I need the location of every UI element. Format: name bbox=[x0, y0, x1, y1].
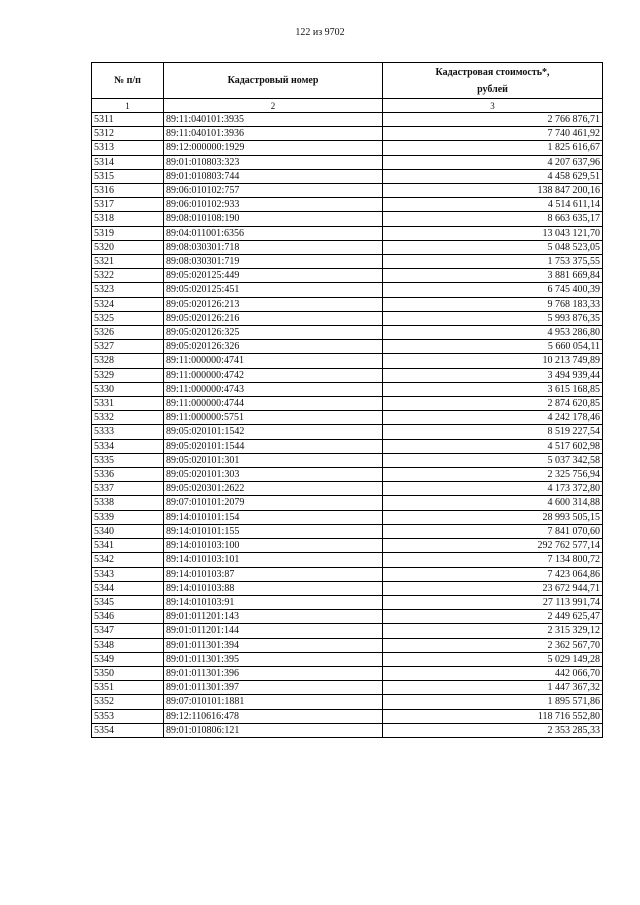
cadastral-number-cell: 89:11:000000:4742 bbox=[164, 368, 383, 382]
table-row bbox=[92, 510, 603, 524]
table-row bbox=[92, 141, 603, 155]
cadastral-value-cell: 9 768 183,33 bbox=[383, 297, 603, 311]
table-row bbox=[92, 595, 603, 609]
cadastral-value-cell: 2 766 876,71 bbox=[383, 113, 603, 127]
row-number-cell: 5342 bbox=[92, 553, 164, 567]
cadastral-number-cell: 89:11:000000:5751 bbox=[164, 411, 383, 425]
cadastral-value-cell: 3 881 669,84 bbox=[383, 269, 603, 283]
cadastral-table bbox=[91, 62, 603, 738]
cadastral-number-cell: 89:05:020101:1544 bbox=[164, 439, 383, 453]
cadastral-value-cell: 27 113 991,74 bbox=[383, 595, 603, 609]
row-number-cell: 5311 bbox=[92, 113, 164, 127]
row-number-cell: 5324 bbox=[92, 297, 164, 311]
row-number-cell: 5351 bbox=[92, 681, 164, 695]
row-number-cell: 5320 bbox=[92, 240, 164, 254]
row-number-cell: 5339 bbox=[92, 510, 164, 524]
header-cadastral-value bbox=[383, 63, 603, 99]
row-number-cell: 5330 bbox=[92, 382, 164, 396]
cadastral-value-cell: 1 825 616,67 bbox=[383, 141, 603, 155]
row-number-cell: 5321 bbox=[92, 255, 164, 269]
cadastral-number-cell: 89:14:010103:100 bbox=[164, 539, 383, 553]
cadastral-number-cell: 89:11:000000:4743 bbox=[164, 382, 383, 396]
cadastral-value-cell: 10 213 749,89 bbox=[383, 354, 603, 368]
cadastral-value-cell: 1 895 571,86 bbox=[383, 695, 603, 709]
table-row bbox=[92, 297, 603, 311]
cadastral-value-cell: 118 716 552,80 bbox=[383, 709, 603, 723]
row-number-cell: 5319 bbox=[92, 226, 164, 240]
cadastral-number-cell: 89:14:010103:88 bbox=[164, 581, 383, 595]
table-row bbox=[92, 283, 603, 297]
row-number-cell: 5347 bbox=[92, 624, 164, 638]
row-number-cell: 5343 bbox=[92, 567, 164, 581]
table-row bbox=[92, 482, 603, 496]
table-row bbox=[92, 453, 603, 467]
table-row bbox=[92, 311, 603, 325]
table-row bbox=[92, 610, 603, 624]
table-row bbox=[92, 553, 603, 567]
row-number-cell: 5334 bbox=[92, 439, 164, 453]
cadastral-value-cell: 13 043 121,70 bbox=[383, 226, 603, 240]
cadastral-number-cell: 89:11:040101:3935 bbox=[164, 113, 383, 127]
row-number-cell: 5326 bbox=[92, 326, 164, 340]
cadastral-number-cell: 89:05:020101:1542 bbox=[164, 425, 383, 439]
cadastral-value-cell: 5 048 523,05 bbox=[383, 240, 603, 254]
row-number-cell: 5315 bbox=[92, 169, 164, 183]
table-row bbox=[92, 113, 603, 127]
table-row bbox=[92, 240, 603, 254]
cadastral-number-cell: 89:01:011301:397 bbox=[164, 681, 383, 695]
table-body bbox=[92, 113, 603, 738]
cadastral-value-cell: 1 753 375,55 bbox=[383, 255, 603, 269]
cadastral-number-cell: 89:07:010101:1881 bbox=[164, 695, 383, 709]
table-row bbox=[92, 155, 603, 169]
cadastral-number-cell: 89:04:011001:6356 bbox=[164, 226, 383, 240]
cadastral-value-cell: 3 494 939,44 bbox=[383, 368, 603, 382]
table-row bbox=[92, 695, 603, 709]
table-row bbox=[92, 652, 603, 666]
cadastral-number-cell: 89:14:010101:154 bbox=[164, 510, 383, 524]
table-row bbox=[92, 397, 603, 411]
table-header-row bbox=[92, 63, 603, 99]
row-number-cell: 5333 bbox=[92, 425, 164, 439]
cadastral-number-cell: 89:01:011301:395 bbox=[164, 652, 383, 666]
cadastral-number-cell: 89:01:011301:396 bbox=[164, 666, 383, 680]
row-number-cell: 5331 bbox=[92, 397, 164, 411]
cadastral-number-cell: 89:14:010103:87 bbox=[164, 567, 383, 581]
page-number-header: 122 из 9702 bbox=[295, 27, 345, 38]
cadastral-number-cell: 89:01:010803:323 bbox=[164, 155, 383, 169]
row-number-cell: 5316 bbox=[92, 184, 164, 198]
table-row bbox=[92, 184, 603, 198]
row-number-cell: 5317 bbox=[92, 198, 164, 212]
cadastral-number-cell: 89:07:010101:2079 bbox=[164, 496, 383, 510]
cadastral-value-cell: 28 993 505,15 bbox=[383, 510, 603, 524]
cadastral-value-cell: 4 953 286,80 bbox=[383, 326, 603, 340]
cadastral-value-cell: 2 874 620,85 bbox=[383, 397, 603, 411]
cadastral-value-cell: 2 325 756,94 bbox=[383, 468, 603, 482]
row-number-cell: 5353 bbox=[92, 709, 164, 723]
table-row bbox=[92, 496, 603, 510]
cadastral-value-cell: 292 762 577,14 bbox=[383, 539, 603, 553]
cadastral-value-cell: 2 353 285,33 bbox=[383, 723, 603, 737]
cadastral-value-cell: 23 672 944,71 bbox=[383, 581, 603, 595]
row-number-cell: 5354 bbox=[92, 723, 164, 737]
cadastral-value-cell: 138 847 200,16 bbox=[383, 184, 603, 198]
table-row bbox=[92, 581, 603, 595]
table-row bbox=[92, 681, 603, 695]
cadastral-number-cell: 89:05:020126:216 bbox=[164, 311, 383, 325]
table-row bbox=[92, 269, 603, 283]
cadastral-number-cell: 89:11:040101:3936 bbox=[164, 127, 383, 141]
table-row bbox=[92, 539, 603, 553]
header-cadastral-number: Кадастровый номер bbox=[164, 63, 383, 99]
row-number-cell: 5346 bbox=[92, 610, 164, 624]
table-row bbox=[92, 709, 603, 723]
cadastral-number-cell: 89:11:000000:4744 bbox=[164, 397, 383, 411]
cadastral-number-cell: 89:01:011201:144 bbox=[164, 624, 383, 638]
cadastral-number-cell: 89:05:020301:2622 bbox=[164, 482, 383, 496]
cadastral-number-cell: 89:12:110616:478 bbox=[164, 709, 383, 723]
table-row bbox=[92, 340, 603, 354]
cadastral-value-cell: 442 066,70 bbox=[383, 666, 603, 680]
cadastral-number-cell: 89:05:020126:326 bbox=[164, 340, 383, 354]
table-row bbox=[92, 723, 603, 737]
table-row bbox=[92, 169, 603, 183]
table-row bbox=[92, 439, 603, 453]
cadastral-value-cell: 7 740 461,92 bbox=[383, 127, 603, 141]
header-row-number: № п/п bbox=[92, 63, 164, 99]
cadastral-number-cell: 89:01:011201:143 bbox=[164, 610, 383, 624]
table-row bbox=[92, 382, 603, 396]
table-row bbox=[92, 212, 603, 226]
cadastral-number-cell: 89:05:020126:213 bbox=[164, 297, 383, 311]
cadastral-value-cell: 2 315 329,12 bbox=[383, 624, 603, 638]
cadastral-value-cell: 8 519 227,54 bbox=[383, 425, 603, 439]
cadastral-number-cell: 89:08:030301:718 bbox=[164, 240, 383, 254]
cadastral-value-cell: 8 663 635,17 bbox=[383, 212, 603, 226]
row-number-cell: 5344 bbox=[92, 581, 164, 595]
cadastral-value-cell: 7 134 800,72 bbox=[383, 553, 603, 567]
header-value-line1: Кадастровая стоимость*, bbox=[435, 66, 550, 78]
cadastral-value-cell: 5 660 054,11 bbox=[383, 340, 603, 354]
cadastral-number-cell: 89:11:000000:4741 bbox=[164, 354, 383, 368]
cadastral-number-cell: 89:01:010806:121 bbox=[164, 723, 383, 737]
table-row bbox=[92, 425, 603, 439]
cadastral-value-cell: 7 841 070,60 bbox=[383, 524, 603, 538]
row-number-cell: 5349 bbox=[92, 652, 164, 666]
cadastral-value-cell: 3 615 168,85 bbox=[383, 382, 603, 396]
cadastral-value-cell: 2 449 625,47 bbox=[383, 610, 603, 624]
table-row bbox=[92, 524, 603, 538]
row-number-cell: 5348 bbox=[92, 638, 164, 652]
cadastral-number-cell: 89:06:010102:933 bbox=[164, 198, 383, 212]
cadastral-number-cell: 89:12:000000:1929 bbox=[164, 141, 383, 155]
cadastral-number-cell: 89:05:020101:301 bbox=[164, 453, 383, 467]
cadastral-value-cell: 4 600 314,88 bbox=[383, 496, 603, 510]
row-number-cell: 5341 bbox=[92, 539, 164, 553]
cadastral-number-cell: 89:01:011301:394 bbox=[164, 638, 383, 652]
row-number-cell: 5350 bbox=[92, 666, 164, 680]
row-number-cell: 5337 bbox=[92, 482, 164, 496]
cadastral-number-cell: 89:14:010103:101 bbox=[164, 553, 383, 567]
row-number-cell: 5338 bbox=[92, 496, 164, 510]
table-row bbox=[92, 326, 603, 340]
cadastral-value-cell: 1 447 367,32 bbox=[383, 681, 603, 695]
table-row bbox=[92, 255, 603, 269]
row-number-cell: 5322 bbox=[92, 269, 164, 283]
row-number-cell: 5314 bbox=[92, 155, 164, 169]
row-number-cell: 5332 bbox=[92, 411, 164, 425]
cadastral-value-cell: 4 242 178,46 bbox=[383, 411, 603, 425]
table-row bbox=[92, 411, 603, 425]
row-number-cell: 5336 bbox=[92, 468, 164, 482]
row-number-cell: 5340 bbox=[92, 524, 164, 538]
table-row bbox=[92, 468, 603, 482]
row-number-cell: 5318 bbox=[92, 212, 164, 226]
row-number-cell: 5329 bbox=[92, 368, 164, 382]
row-number-cell: 5312 bbox=[92, 127, 164, 141]
table-row bbox=[92, 354, 603, 368]
cadastral-number-cell: 89:14:010103:91 bbox=[164, 595, 383, 609]
column-number: 3 bbox=[383, 99, 603, 113]
cadastral-number-cell: 89:05:020125:449 bbox=[164, 269, 383, 283]
cadastral-value-cell: 4 173 372,80 bbox=[383, 482, 603, 496]
row-number-cell: 5328 bbox=[92, 354, 164, 368]
table-row bbox=[92, 127, 603, 141]
cadastral-value-cell: 5 029 149,28 bbox=[383, 652, 603, 666]
row-number-cell: 5323 bbox=[92, 283, 164, 297]
cadastral-number-cell: 89:01:010803:744 bbox=[164, 169, 383, 183]
cadastral-value-cell: 6 745 400,39 bbox=[383, 283, 603, 297]
table-row bbox=[92, 198, 603, 212]
row-number-cell: 5327 bbox=[92, 340, 164, 354]
cadastral-value-cell: 5 037 342,58 bbox=[383, 453, 603, 467]
cadastral-value-cell: 4 514 611,14 bbox=[383, 198, 603, 212]
column-number: 1 bbox=[92, 99, 164, 113]
row-number-cell: 5352 bbox=[92, 695, 164, 709]
cadastral-value-cell: 5 993 876,35 bbox=[383, 311, 603, 325]
table-row bbox=[92, 368, 603, 382]
cadastral-value-cell: 4 458 629,51 bbox=[383, 169, 603, 183]
cadastral-number-cell: 89:08:010108:190 bbox=[164, 212, 383, 226]
row-number-cell: 5313 bbox=[92, 141, 164, 155]
cadastral-number-cell: 89:05:020125:451 bbox=[164, 283, 383, 297]
cadastral-value-cell: 7 423 064,86 bbox=[383, 567, 603, 581]
cadastral-number-cell: 89:14:010101:155 bbox=[164, 524, 383, 538]
column-number-row bbox=[92, 99, 603, 113]
cadastral-number-cell: 89:05:020126:325 bbox=[164, 326, 383, 340]
cadastral-value-cell: 2 362 567,70 bbox=[383, 638, 603, 652]
cadastral-value-cell: 4 207 637,96 bbox=[383, 155, 603, 169]
row-number-cell: 5345 bbox=[92, 595, 164, 609]
table-row bbox=[92, 567, 603, 581]
cadastral-number-cell: 89:06:010102:757 bbox=[164, 184, 383, 198]
cadastral-number-cell: 89:08:030301:719 bbox=[164, 255, 383, 269]
row-number-cell: 5335 bbox=[92, 453, 164, 467]
table-row bbox=[92, 624, 603, 638]
cadastral-value-cell: 4 517 602,98 bbox=[383, 439, 603, 453]
table-row bbox=[92, 638, 603, 652]
table-row bbox=[92, 226, 603, 240]
column-number: 2 bbox=[164, 99, 383, 113]
cadastral-number-cell: 89:05:020101:303 bbox=[164, 468, 383, 482]
header-value-line2: рублей bbox=[477, 83, 508, 95]
table-row bbox=[92, 666, 603, 680]
row-number-cell: 5325 bbox=[92, 311, 164, 325]
